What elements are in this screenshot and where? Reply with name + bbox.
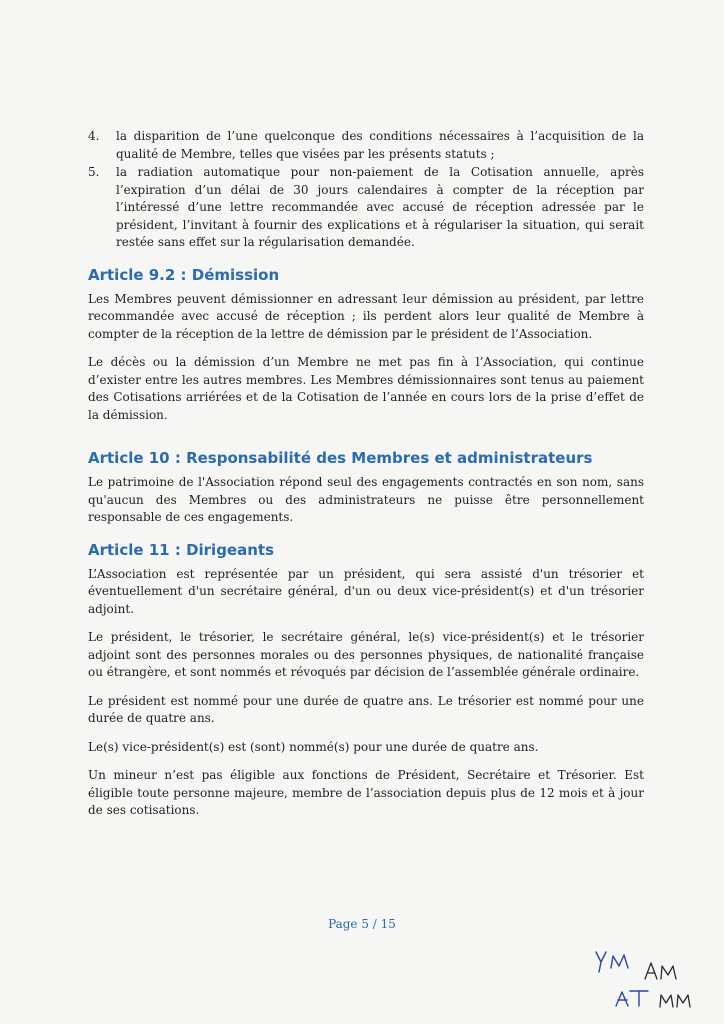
- list-item-number: 4.: [88, 129, 100, 143]
- article-9-2-paragraph-1: Les Membres peuvent démissionner en adressant leur démission au président, par lettre recommandée avec accusé de réception ; ils perdent alors leur qualité de Membre à compter de la réception de la lettre de démission par le président de l’Association.: [88, 291, 644, 341]
- page-content: [88, 128, 644, 831]
- list-item: [88, 128, 644, 163]
- list-item-text: la radiation automatique pour non-paiement de la Cotisation annuelle, après l’expiration d’un délai de 30 jours calendaires à compter de la réception par l’intéressé d’une lettre recommandée avec accusé de réception adressée par le président, l’invitant à fournir des explications et à régulariser la situation, qui serait restée sans effet sur la régularisation demandée.: [116, 165, 644, 249]
- initials-mm: [660, 995, 690, 1007]
- article-10-paragraph-1: Le patrimoine de l'Association répond seul des engagements contractés en son nom, sans qu'aucun des Membres ou des administrateurs ne puisse être personnellement responsable de ces engagements.: [88, 475, 644, 524]
- article-9-2-paragraph-2: Le décès ou la démission d’un Membre ne met pas fin à l’Association, qui continue d’exister entre les autres membres. Les Membres démissionnaires sont tenus au paiement des Cotisations arriérées et de la Cotisation de l’année en cours lors de la prise d’effet de la démission.: [88, 355, 644, 422]
- article-11-paragraph-1: L’Association est représentée par un président, qui sera assisté d'un trésorier et éventuellement d'un secrétaire général, d'un ou deux vice-président(s) et d'un trésorier adjoint.: [88, 566, 644, 616]
- initials-at: [616, 991, 648, 1006]
- article-11-heading: Article 11 : Dirigeants: [88, 540, 275, 559]
- conditions-list: [88, 128, 644, 252]
- page-number: Page 5 / 15: [328, 917, 396, 931]
- article-10-heading: Article 10 : Responsabilité des Membres et administrateurs: [88, 449, 593, 467]
- initials-am: [645, 963, 676, 979]
- initials-ym: [596, 952, 628, 972]
- article-9-2-heading: Article 9.2 : Démission: [88, 265, 280, 284]
- article-11-paragraph-5: Un mineur n’est pas éligible aux fonctions de Président, Secrétaire et Trésorier. Est éligible toute personne majeure, membre de l’association depuis plus de 12 mois et à jour de ses cotisations.: [88, 768, 644, 817]
- article-11-paragraph-3: Le président est nommé pour une durée de quatre ans. Le trésorier est nommé pour une durée de quatre ans.: [88, 693, 644, 725]
- article-11-paragraph-2: Le président, le trésorier, le secrétaire général, le(s) vice-président(s) et le trésorier adjoint sont des personnes morales ou des personnes physiques, de nationalité française ou étrangère, et sont nommés et révoqués par décision de l’assemblée générale ordinaire.: [88, 630, 644, 679]
- list-item-text: la disparition de l’une quelconque des conditions nécessaires à l’acquisition de la qualité de Membre, telles que visées par les présents statuts ;: [116, 129, 644, 161]
- list-item-number: 5.: [88, 165, 100, 179]
- article-11-paragraph-4: Le(s) vice-président(s) est (sont) nommé(s) pour une durée de quatre ans.: [88, 739, 539, 754]
- list-item: [88, 164, 644, 252]
